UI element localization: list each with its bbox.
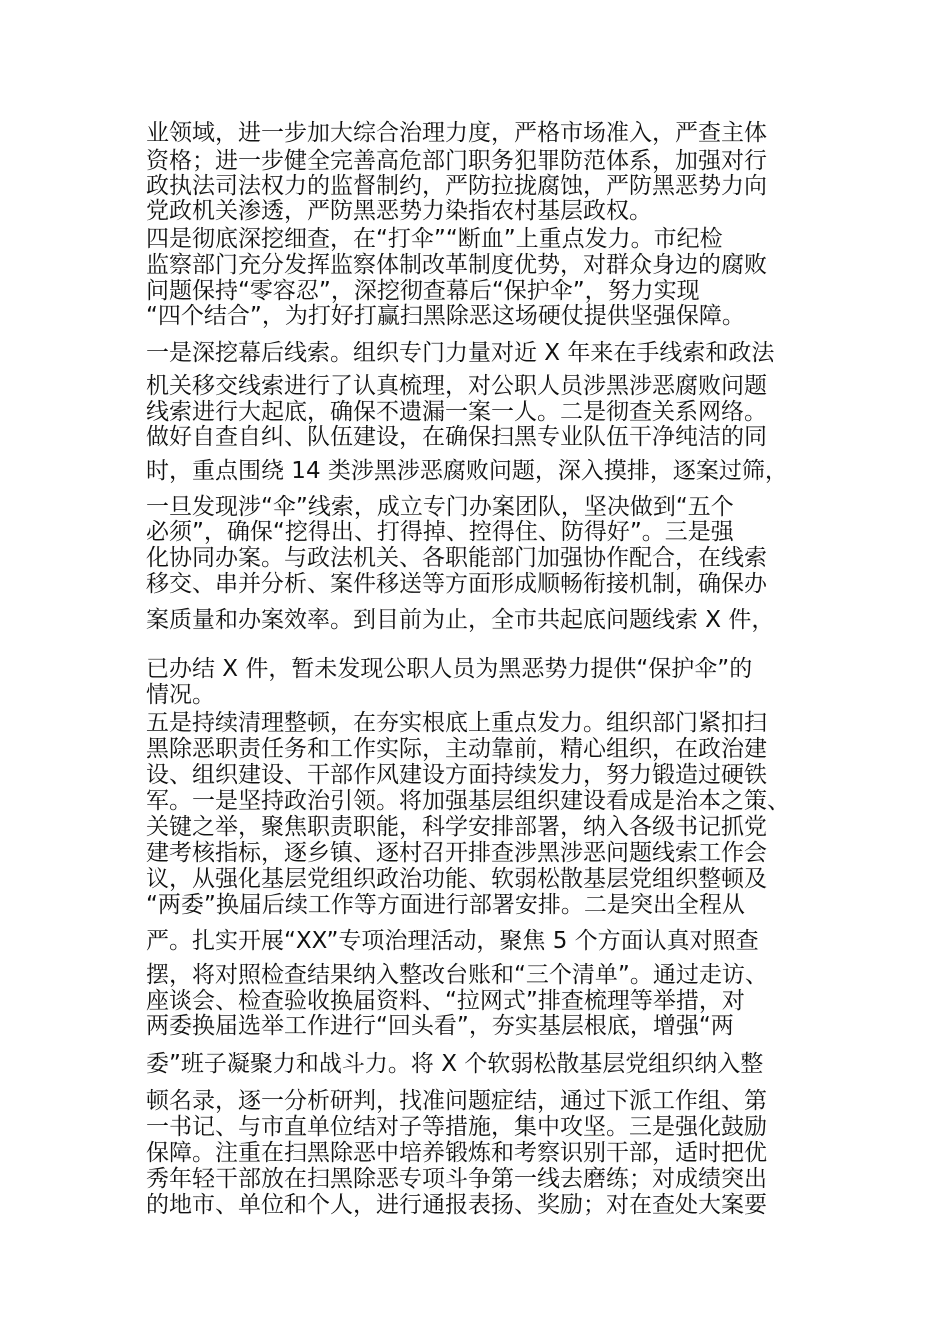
text-line: 一旦发现涉“伞”线索，成立专门办案团队，坚决做到“五个 <box>146 494 734 520</box>
text-line: 摆，将对照检查结果纳入整改台账和“三个清单”。通过走访、 <box>146 962 768 988</box>
text-line: 监察部门充分发挥监察体制改革制度优势，对群众身边的腐败 <box>146 252 767 278</box>
text-line: 化协同办案。与政法机关、各职能部门加强协作配合，在线索 <box>146 545 767 571</box>
text-line: 委”班子凝聚力和战斗力。将 X 个软弱松散基层党组织纳入整 <box>146 1051 764 1077</box>
text-line: 案质量和办案效率。到目前为止，全市共起底问题线索 X 件， <box>146 607 775 633</box>
text-line: 业领域，进一步加大综合治理力度，严格市场准入，严查主体 <box>146 120 767 146</box>
text-line: 严。扎实开展“XX”专项治理活动，聚焦 5 个方面认真对照查 <box>146 928 759 954</box>
text-line: 资格；进一步健全完善高危部门职务犯罪防范体系，加强对行 <box>146 148 767 174</box>
text-line: 座谈会、检查验收换届资料、“拉网式”排查梳理等举措，对 <box>146 988 745 1014</box>
text-line: 时，重点围绕 14 类涉黑涉恶腐败问题，深入摸排，逐案过筛， <box>146 458 788 484</box>
text-line: 顿名录，逐一分析研判，找准问题症结，通过下派工作组、第 <box>146 1088 767 1114</box>
text-line: 关键之举，聚焦职责职能，科学安排部署，纳入各级书记抓党 <box>146 814 767 840</box>
text-line: 秀年轻干部放在扫黑除恶专项斗争第一线去磨练；对成绩突出 <box>146 1166 767 1192</box>
text-line: 四是彻底深挖细查，在“打伞”“断血”上重点发力。市纪检 <box>146 226 723 252</box>
text-line: 一是深挖幕后线索。组织专门力量对近 X 年来在手线索和政法 <box>146 340 775 366</box>
text-line: 移交、串并分析、案件移送等方面形成顺畅衔接机制，确保办 <box>146 571 767 597</box>
text-line: 黑除恶职责任务和工作实际，主动靠前，精心组织，在政治建 <box>146 736 767 762</box>
text-line: 设、组织建设、干部作风建设方面持续发力，努力锻造过硬铁 <box>146 762 767 788</box>
text-line: 做好自查自纠、队伍建设，在确保扫黑专业队伍干净纯洁的同 <box>146 424 767 450</box>
text-line: 线索进行大起底，确保不遗漏一案一人。二是彻查关系网络。 <box>146 399 767 425</box>
text-line: “四个结合”，为打好打赢扫黑除恶这场硬仗提供坚强保障。 <box>146 303 745 329</box>
text-line: 的地市、单位和个人，进行通报表扬、奖励；对在查处大案要 <box>146 1192 767 1218</box>
text-line: 已办结 X 件，暂未发现公职人员为黑恶势力提供“保护伞”的 <box>146 656 753 682</box>
text-line: 建考核指标，逐乡镇、逐村召开排查涉黑涉恶问题线索工作会 <box>146 840 767 866</box>
text-line: 党政机关渗透，严防黑恶势力染指农村基层政权。 <box>146 198 652 224</box>
text-line: 军。一是坚持政治引领。将加强基层组织建设看成是治本之策、 <box>146 788 790 814</box>
text-line: 保障。注重在扫黑除恶中培养锻炼和考察识别干部，适时把优 <box>146 1140 767 1166</box>
text-line: “两委”换届后续工作等方面进行部署安排。二是突出全程从 <box>146 892 745 918</box>
text-line: 五是持续清理整顿，在夯实根底上重点发力。组织部门紧扣扫 <box>146 710 767 736</box>
text-line: 政执法司法权力的监督制约，严防拉拢腐蚀，严防黑恶势力向 <box>146 173 767 199</box>
text-line: 一书记、与市直单位结对子等措施，集中攻坚。三是强化鼓励 <box>146 1114 767 1140</box>
text-line: 机关移交线索进行了认真梳理，对公职人员涉黑涉恶腐败问题 <box>146 373 767 399</box>
text-line: 两委换届选举工作进行“回头看”，夯实基层根底，增强“两 <box>146 1013 734 1039</box>
text-line: 情况。 <box>146 682 215 708</box>
text-line: 问题保持“零容忍”，深挖彻查幕后“保护伞”，努力实现 <box>146 278 700 304</box>
text-line: 议，从强化基层党组织政治功能、软弱松散基层党组织整顿及 <box>146 866 767 892</box>
text-line: 必须”，确保“挖得出、打得掉、控得住、防得好”。三是强 <box>146 519 734 545</box>
